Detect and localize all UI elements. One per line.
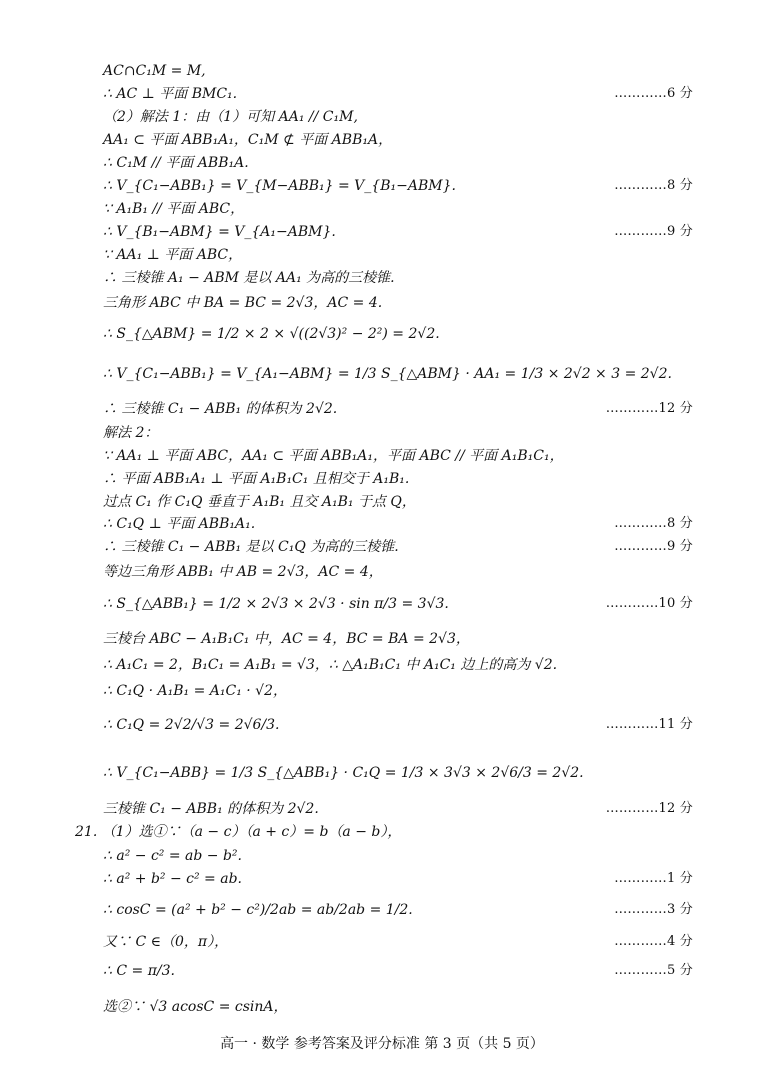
solution-text: ∴ V_{B₁−ABM} = V_{A₁−ABM}. [103, 224, 336, 240]
solution-line [0, 200, 764, 224]
solution-line [0, 62, 764, 86]
solution-line [0, 901, 764, 925]
solution-text: ∴ 三棱锥 A₁ − ABM 是以 AA₁ 为高的三棱锥. [103, 270, 395, 286]
solution-text: AC∩C₁M = M, [103, 63, 206, 79]
solution-line [0, 269, 764, 293]
solution-text: 21. （1）选①∵（a − c）（a + c）= b（a − b）， [75, 824, 402, 840]
score-mark: …………12 分 [605, 801, 693, 816]
solution-text: ∵ AA₁ ⊥ 平面 ABC， [103, 247, 243, 263]
solution-line [0, 515, 764, 539]
score-mark: …………9 分 [614, 224, 693, 239]
solution-text: ∴ V_{C₁−ABB₁} = V_{M−ABB₁} = V_{B₁−ABM}. [103, 178, 456, 194]
solution-line [0, 154, 764, 178]
solution-line [0, 493, 764, 517]
solution-line [0, 764, 764, 788]
score-mark: …………4 分 [614, 934, 693, 949]
solution-line [0, 847, 764, 871]
score-mark: …………10 分 [605, 596, 693, 611]
solution-text: ∵ AA₁ ⊥ 平面 ABC，AA₁ ⊂ 平面 ABB₁A₁，平面 ABC // 平面 A₁B₁C₁， [103, 448, 564, 464]
solution-text: AA₁ ⊂ 平面 ABB₁A₁，C₁M ⊄ 平面 ABB₁A， [103, 132, 393, 148]
score-mark: …………5 分 [614, 963, 693, 978]
solution-line [0, 85, 764, 109]
solution-text: 又∵ C ∈（0，π）， [103, 934, 229, 950]
solution-line [0, 870, 764, 894]
solution-text: ∴ V_{C₁−ABB₁} = V_{A₁−ABM} = 1/3 S_{△ABM} · AA₁ = 1/3 × 2√2 × 3 = 2√2. [103, 366, 672, 382]
solution-line [0, 538, 764, 562]
solution-text: ∴ cosC = (a² + b² − c²)/2ab = ab/2ab = 1/2. [103, 902, 413, 918]
score-mark: …………12 分 [605, 401, 693, 416]
solution-text: 过点 C₁ 作 C₁Q 垂直于 A₁B₁ 且交 A₁B₁ 于点 Q， [103, 494, 416, 510]
solution-text: ∴ C₁Q = 2√2/√3 = 2√6/3. [103, 717, 280, 733]
solution-text: ∴ 平面 ABB₁A₁ ⊥ 平面 A₁B₁C₁ 且相交于 A₁B₁. [103, 471, 410, 487]
solution-line [0, 325, 764, 349]
solution-text: ∴ a² + b² − c² = ab. [103, 871, 242, 887]
solution-line [0, 400, 764, 424]
solution-line [0, 682, 764, 706]
score-mark: …………3 分 [614, 902, 693, 917]
solution-text: 三棱锥 C₁ − ABB₁ 的体积为 2√2. [103, 801, 319, 817]
solution-text: 选②∵ √3 acosC = csinA， [103, 999, 288, 1015]
solution-text: 三棱台 ABC − A₁B₁C₁ 中，AC = 4，BC = BA = 2√3， [103, 631, 470, 647]
score-mark: …………11 分 [605, 717, 693, 732]
solution-line [0, 962, 764, 986]
score-mark: …………1 分 [614, 871, 693, 886]
score-mark: …………9 分 [614, 539, 693, 554]
solution-line [0, 823, 764, 847]
solution-line [0, 470, 764, 494]
solution-line [0, 223, 764, 247]
solution-text: ∴ A₁C₁ = 2，B₁C₁ = A₁B₁ = √3，∴ △A₁B₁C₁ 中 A₁C₁ 边上的高为 √2. [103, 657, 558, 673]
solution-text: 等边三角形 ABB₁ 中 AB = 2√3，AC = 4， [103, 564, 383, 580]
solution-line [0, 563, 764, 587]
solution-line [0, 998, 764, 1022]
solution-text: （2）解法 1：由（1）可知 AA₁ // C₁M, [103, 109, 358, 125]
solution-text: ∴ 三棱锥 C₁ − ABB₁ 是以 C₁Q 为高的三棱锥. [103, 539, 399, 555]
solution-line [0, 246, 764, 270]
score-mark: …………8 分 [614, 516, 693, 531]
score-mark: …………6 分 [614, 86, 693, 101]
solution-line [0, 294, 764, 318]
solution-line [0, 108, 764, 132]
solution-line [0, 177, 764, 201]
solution-text: ∴ S_{△ABM} = 1/2 × 2 × √((2√3)² − 2²) = 2√2. [103, 326, 440, 342]
solution-text: ∴ C₁Q · A₁B₁ = A₁C₁ · √2， [103, 683, 287, 699]
solution-text: ∴ V_{C₁−ABB} = 1/3 S_{△ABB₁} · C₁Q = 1/3 × 3√3 × 2√6/3 = 2√2. [103, 765, 584, 781]
solution-text: ∴ AC ⊥ 平面 BMC₁. [103, 86, 238, 102]
solution-line [0, 365, 764, 389]
solution-line [0, 656, 764, 680]
solution-line [0, 424, 764, 448]
solution-text: 三角形 ABC 中 BA = BC = 2√3，AC = 4. [103, 295, 383, 311]
score-mark: …………8 分 [614, 178, 693, 193]
solution-line [0, 933, 764, 957]
solution-text: ∴ S_{△ABB₁} = 1/2 × 2√3 × 2√3 · sin π/3 = 3√3. [103, 596, 449, 612]
page-footer: 高一 · 数学 参考答案及评分标准 第 3 页（共 5 页） [220, 1036, 544, 1052]
solution-text: ∴ a² − c² = ab − b². [103, 848, 242, 864]
solution-text: ∴ C = π/3. [103, 963, 175, 979]
solution-text: ∴ 三棱锥 C₁ − ABB₁ 的体积为 2√2. [103, 401, 338, 417]
solution-line [0, 131, 764, 155]
solution-line [0, 630, 764, 654]
solution-line [0, 716, 764, 740]
solution-text: ∵ A₁B₁ // 平面 ABC， [103, 201, 245, 217]
solution-text: ∴ C₁Q ⊥ 平面 ABB₁A₁. [103, 516, 256, 532]
solution-text: 解法 2： [103, 425, 159, 441]
solution-line [0, 447, 764, 471]
solution-text: ∴ C₁M // 平面 ABB₁A. [103, 155, 249, 171]
solution-line [0, 595, 764, 619]
solution-line [0, 800, 764, 824]
